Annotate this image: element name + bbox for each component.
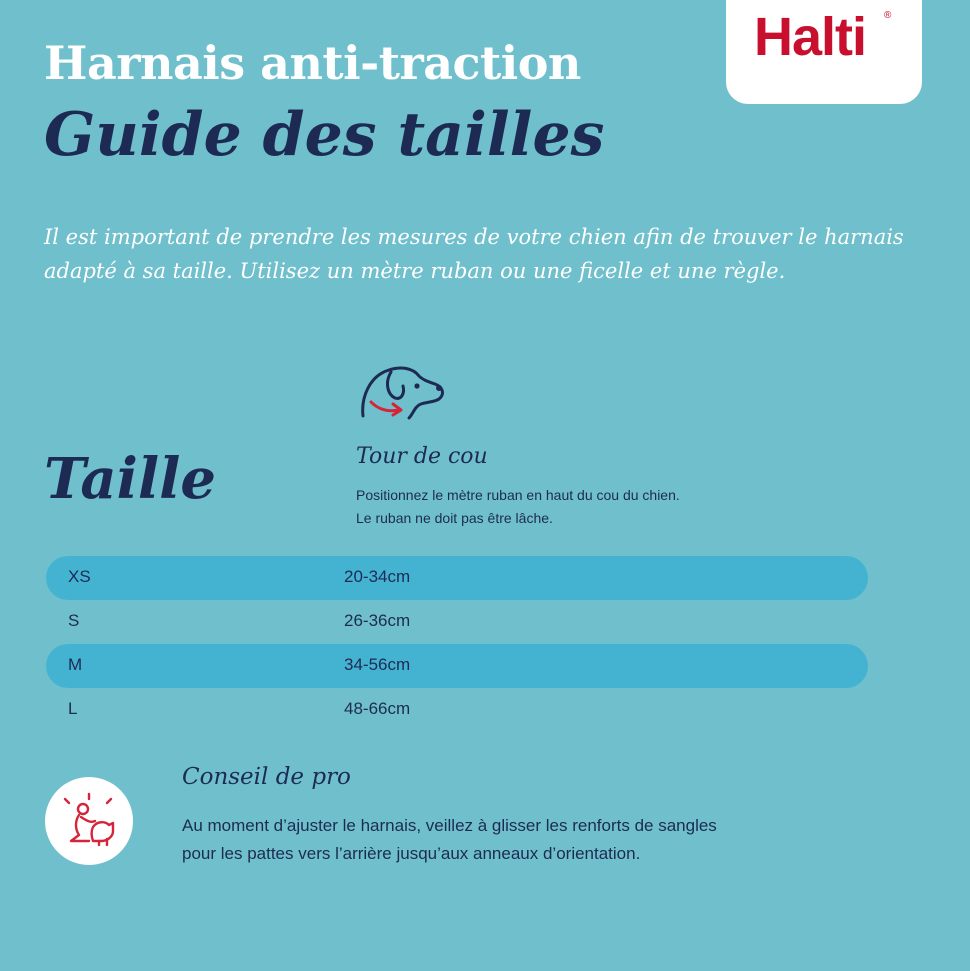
neck-measure-title: Tour de cou: [356, 444, 488, 469]
size-heading: Taille: [44, 446, 217, 512]
size-row-m: [46, 644, 868, 688]
person-with-dog-icon: [59, 791, 119, 851]
tip-text: [182, 812, 717, 868]
registered-mark: ®: [884, 10, 892, 21]
neck-range: 26-36cm: [344, 611, 411, 630]
intro-text: [44, 220, 924, 288]
intro-line-1: Il est important de prendre les mesures de votre chien afin de trouver le harnais: [44, 225, 904, 249]
size-label: L: [68, 699, 78, 718]
page-title: Harnais anti-traction: [44, 36, 581, 90]
neck-desc-line-2: Le ruban ne doit pas être lâche.: [356, 510, 553, 526]
size-label: S: [68, 611, 80, 630]
tip-icon-badge: [45, 777, 133, 865]
size-label: M: [68, 655, 83, 674]
brand-logo-card: [726, 0, 922, 104]
size-row-s: [46, 600, 868, 644]
intro-line-2: adapté à sa taille. Utilisez un mètre ruban ou une ficelle et une règle.: [44, 259, 786, 283]
tip-title: Conseil de pro: [182, 764, 351, 790]
size-row-l: [46, 688, 868, 732]
brand-logo: Halti: [754, 7, 867, 67]
neck-range: 48-66cm: [344, 699, 411, 718]
dog-head-neck-icon: [355, 358, 449, 428]
size-row-xs: [46, 556, 868, 600]
size-label: XS: [68, 567, 91, 586]
size-table: [46, 556, 868, 732]
neck-measure-description: [356, 484, 680, 530]
page-subtitle: Guide des tailles: [44, 100, 605, 170]
neck-desc-line-1: Positionnez le mètre ruban en haut du cou du chien.: [356, 487, 680, 503]
tip-line-1: Au moment d’ajuster le harnais, veillez à glisser les renforts de sangles: [182, 816, 717, 835]
tip-line-2: pour les pattes vers l’arrière jusqu’aux anneaux d’orientation.: [182, 844, 641, 863]
neck-range: 34-56cm: [344, 655, 411, 674]
neck-range: 20-34cm: [344, 567, 411, 586]
